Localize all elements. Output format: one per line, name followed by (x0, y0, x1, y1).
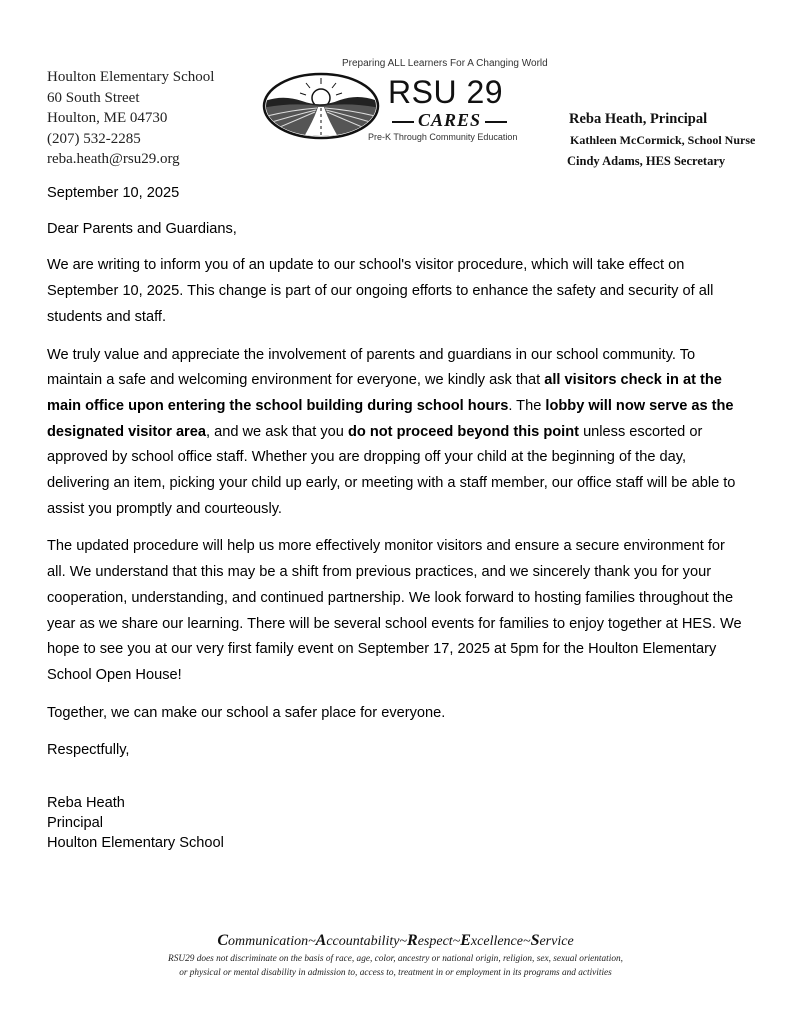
district-logo (258, 58, 558, 148)
paragraph-2-bold-3: do not proceed beyond this point (347, 423, 580, 440)
paragraph-4: Together, we can make our school a safer place for everyone. (47, 704, 446, 721)
paragraph-2-bold-2: lobby will now serve as the designated visitor area (47, 397, 734, 440)
nondiscrimination-line-1: RSU29 does not discriminate on the basis of race, age, color, ancestry or national origin, religion, sex, sexual orientation, (168, 954, 623, 964)
paragraph-3: The updated procedure will help us more effectively monitor visitors and ensure a secure environment for all. We understand that this may be a shift from previous practices, and we sincerely thank you for your cooperation, understanding, and continued partnership. We look forward to hosting families throughout the year as we share our learning. There will be several school events for families to enjoy together at HES. We hope to see you at our very first family event on September 17, 2025 at 5pm for the Houlton Elementary School Open House! (47, 538, 742, 683)
letter-closing: Respectfully, (47, 742, 130, 759)
value-rest-s: ervice (539, 934, 574, 949)
value-rest-e: xcellence~ (470, 934, 531, 949)
nondiscrimination-line-2: or physical or mental disability in admission to, access to, treatment in or employment in its programs and activities (179, 968, 612, 978)
value-initial-a: A (315, 932, 327, 949)
staff-secretary: Cindy Adams, HES Secretary (567, 154, 726, 168)
staff-principal: Reba Heath, Principal (569, 111, 708, 127)
paragraph-2-text-1: We truly value and appreciate the involvement of parents and guardians in our school community. To maintain a safe and welcoming environment for everyone, we kindly ask that (47, 346, 696, 389)
value-rest-r: espect~ (417, 934, 461, 949)
letter-date: September 10, 2025 (47, 185, 180, 201)
road-landscape-icon (262, 72, 380, 140)
letter-body (47, 181, 747, 764)
paragraph-1: We are writing to inform you of an update to our school's visitor procedure, which will take effect on September 10, 2025. This change is part of our ongoing efforts to enhance the safety and security of all students and staff. (47, 257, 714, 325)
value-initial-s: S (530, 932, 540, 949)
value-initial-e: E (460, 932, 471, 949)
staff-nurse: Kathleen McCormick, School Nurse (570, 133, 756, 147)
paragraph-2-text-4: unless escorted or approved by school office staff. Whether you are dropping off your child at the beginning of the day, delivering an item, picking your child up early, or meeting with a staff member, our office staff will be able to assist you promptly and courteously. (47, 423, 736, 517)
value-rest-a: ccountability~ (326, 934, 408, 949)
footer (0, 931, 791, 980)
district-motto (388, 110, 511, 131)
school-address-block (47, 67, 214, 170)
signature-title: Principal (47, 815, 103, 831)
district-tagline: Preparing ALL Learners For A Changing World (342, 58, 548, 69)
signature-name: Reba Heath (47, 795, 125, 811)
paragraph-2 (47, 343, 747, 523)
value-rest-c: ommunication~ (227, 934, 316, 949)
signature-block (47, 793, 224, 853)
signature-school: Houlton Elementary School (47, 835, 224, 851)
school-email: reba.heath@rsu29.org (47, 151, 180, 167)
value-initial-r: R (407, 932, 418, 949)
district-motto-text: CARES (418, 110, 482, 130)
school-phone: (207) 532-2285 (47, 130, 141, 147)
district-subtitle: Pre-K Through Community Education (368, 132, 518, 142)
staff-list (560, 109, 760, 172)
school-city: Houlton, ME 04730 (47, 110, 168, 126)
paragraph-2-text-3: , and we ask that you (205, 423, 348, 440)
letter-greeting: Dear Parents and Guardians, (47, 220, 237, 237)
school-name: Houlton Elementary School (47, 69, 215, 85)
paragraph-2-text-2: . The (508, 397, 546, 414)
district-values (0, 931, 791, 952)
district-name: RSU 29 (388, 74, 504, 110)
paragraph-2-bold-1: all visitors check in at the main office upon entering the school building during school hours (47, 372, 722, 414)
value-initial-c: C (217, 932, 228, 949)
school-street: 60 South Street (47, 89, 140, 106)
